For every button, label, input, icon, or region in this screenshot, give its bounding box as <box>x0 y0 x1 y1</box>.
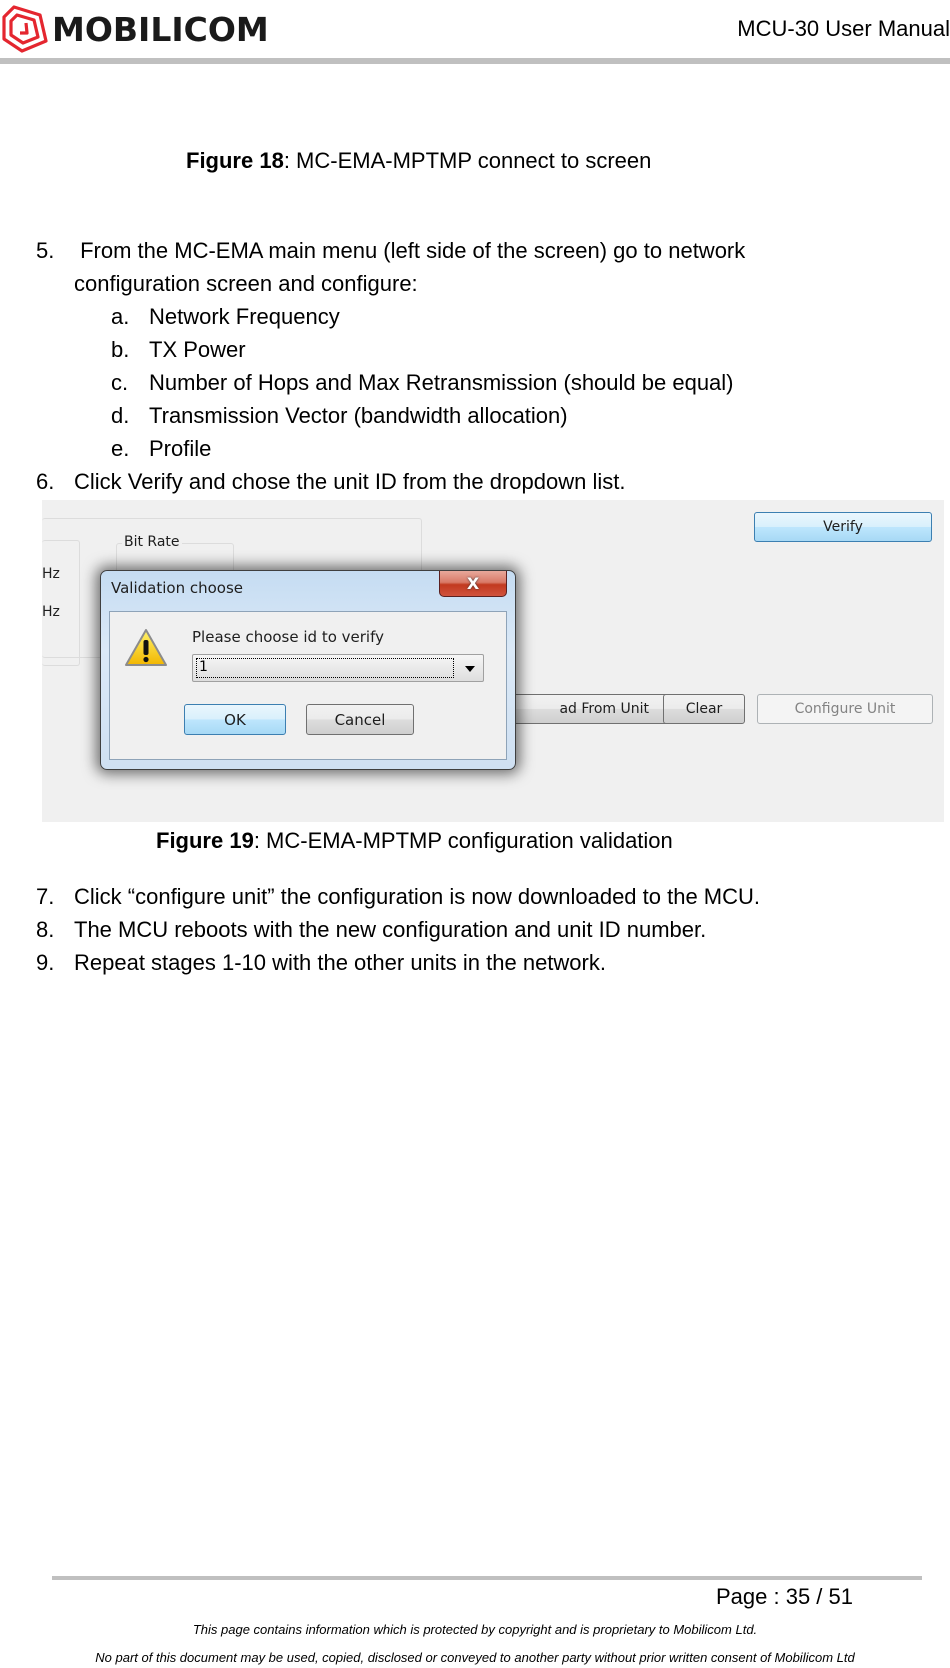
verify-button[interactable]: Verify <box>754 512 932 542</box>
unit-id-dropdown[interactable] <box>192 654 484 682</box>
dialog-title: Validation choose <box>111 579 243 597</box>
step-5-continued: configuration screen and configure: <box>74 271 418 296</box>
sub-item-text: Network Frequency <box>149 304 340 329</box>
confidentiality-notice: No part of this document may be used, copied, disclosed or conveyed to another party without prior written consent of Mobilicom Ltd <box>95 1650 855 1665</box>
hz-label: Hz <box>42 566 60 582</box>
step-8 <box>36 913 706 946</box>
dialog-close-button[interactable] <box>439 571 507 597</box>
configure-unit-button[interactable]: Configure Unit <box>757 694 933 724</box>
step-text: The MCU reboots with the new configuration and unit ID number. <box>74 917 707 942</box>
cancel-button[interactable]: Cancel <box>306 704 414 735</box>
page-header <box>0 0 950 64</box>
figure-18-label: Figure 18 <box>186 148 284 173</box>
copyright-notice: This page contains information which is protected by copyright and is proprietary to Mobilicom Ltd. <box>192 1622 758 1637</box>
sub-item <box>111 366 734 399</box>
sub-item <box>111 300 340 333</box>
step-text: Click Verify and chose the unit ID from the dropdown list. <box>74 469 626 494</box>
mobilicom-logo <box>0 2 285 56</box>
header-divider <box>0 58 950 64</box>
step-9 <box>36 946 606 979</box>
sub-item <box>111 432 211 465</box>
sub-item <box>111 333 246 366</box>
dialog-body <box>109 611 507 760</box>
close-icon: X <box>466 574 480 593</box>
clear-button[interactable]: Clear <box>663 694 745 724</box>
frequency-groupbox <box>42 540 80 666</box>
dialog-message: Please choose id to verify <box>192 628 384 646</box>
sub-item-letter: d. <box>111 403 130 428</box>
mobilicom-logo-icon <box>0 3 50 55</box>
sub-item-letter: c. <box>111 370 129 395</box>
validation-dialog <box>100 570 516 770</box>
step-text: Repeat stages 1-10 with the other units in the network. <box>74 950 606 975</box>
ok-button[interactable]: OK <box>184 704 286 735</box>
step-7 <box>36 880 760 913</box>
sub-item-text: Transmission Vector (bandwidth allocation) <box>149 403 568 428</box>
load-from-unit-button[interactable]: ad From Unit <box>482 694 672 724</box>
bit-rate-label: Bit Rate <box>124 534 180 550</box>
sub-item-text: Profile <box>149 436 212 461</box>
document-title: MCU-30 User Manual <box>737 16 950 41</box>
step-6 <box>36 465 625 498</box>
sub-item-text: Number of Hops and Max Retransmission (should be equal) <box>149 370 734 395</box>
sub-item <box>111 399 568 432</box>
step-number: 9. <box>36 950 55 975</box>
step-text: Click “configure unit” the configuration is now downloaded to the MCU. <box>74 884 761 909</box>
figure-19-caption <box>156 828 673 854</box>
step-text: From the MC-EMA main menu (left side of the screen) go to network <box>74 238 746 263</box>
figure-18-text: : MC-EMA-MPTMP connect to screen <box>283 148 652 173</box>
selected-unit-id: 1 <box>199 659 208 675</box>
step-number: 7. <box>36 884 55 909</box>
footer-divider <box>52 1576 922 1580</box>
focus-rectangle <box>196 658 454 678</box>
step-number: 5. <box>36 238 55 263</box>
sub-item-letter: e. <box>111 436 130 461</box>
step-number: 8. <box>36 917 55 942</box>
step-5 <box>36 234 745 267</box>
chevron-down-icon[interactable] <box>465 666 475 672</box>
figure-18-caption <box>186 148 651 174</box>
sub-item-letter: a. <box>111 304 130 329</box>
sub-item-letter: b. <box>111 337 130 362</box>
figure-19-screenshot <box>42 500 944 822</box>
warning-icon <box>124 628 168 668</box>
step-number: 6. <box>36 469 55 494</box>
figure-19-text: : MC-EMA-MPTMP configuration validation <box>253 828 673 853</box>
hz-label: Hz <box>42 604 60 620</box>
figure-19-label: Figure 19 <box>156 828 254 853</box>
logo-wordmark: MOBILICOM <box>52 9 269 49</box>
sub-item-text: TX Power <box>149 337 246 362</box>
page-number: Page : 35 / 51 <box>716 1584 853 1609</box>
